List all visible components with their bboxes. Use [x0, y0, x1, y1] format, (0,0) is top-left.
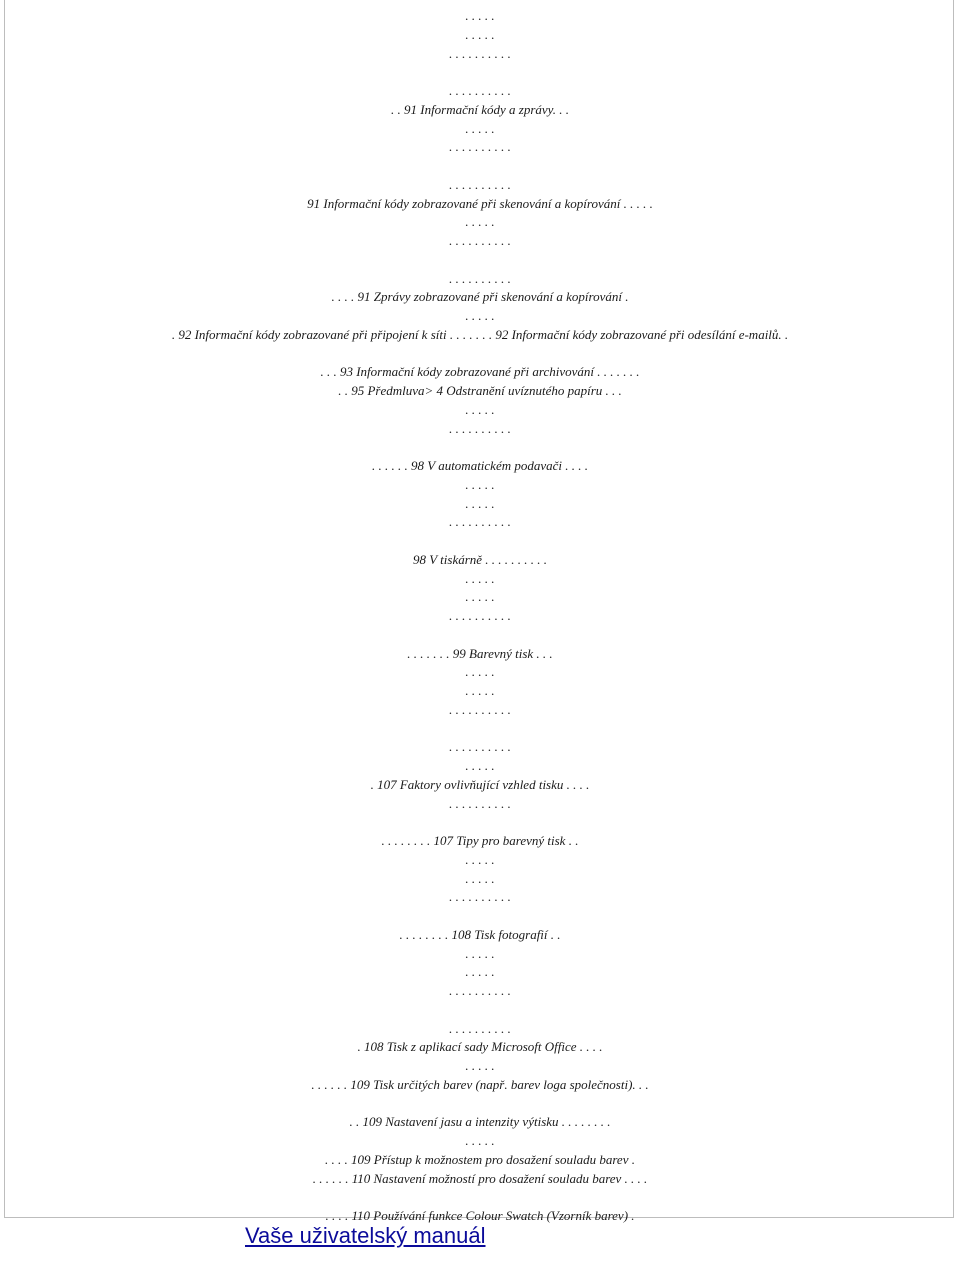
toc-line: . . . . . . . . . . [449, 270, 511, 286]
toc-line: . . . . . [465, 945, 495, 961]
toc-line: . . . . 91 Zprávy zobrazované při skenování a kopírování . [331, 289, 629, 305]
toc-line: . . . . 109 Přístup k možnostem pro dosažení souladu barev . [325, 1151, 635, 1167]
toc-line: . . . . . [465, 758, 495, 773]
toc-line: . . . . . . . . 107 Tipy pro barevný tisk . . [381, 833, 579, 848]
toc-line: . . . . . [465, 401, 495, 417]
toc-line: . 107 Faktory ovlivňující vzhled tisku . . . . [370, 776, 590, 792]
toc-line: . . . . . . . . . . [449, 83, 511, 98]
toc-line: . . . . . . . . . . [449, 139, 511, 155]
toc-line: . . . . . . . . . . [449, 739, 511, 755]
toc-line: . . . . . [465, 683, 495, 698]
toc-line: . . . . . [465, 214, 495, 230]
toc-line: . . . . . [465, 495, 495, 511]
toc-line: . 108 Tisk z aplikací sady Microsoft Office . . . . [357, 1039, 603, 1055]
toc-line: . . . . . . . . . . [449, 889, 511, 905]
toc-line: . . . . . . . 99 Barevný tisk . . . [407, 645, 553, 661]
toc-line: . . 95 Předmluva> 4 Odstranění uvíznutého papíru . . . [338, 383, 622, 398]
toc-line: . . . . . . . . . . [449, 1020, 511, 1036]
toc-line: . . . . . [465, 26, 495, 42]
toc-line: . . . . . . . . . . [449, 795, 511, 811]
toc-line: . . . 93 Informační kódy zobrazované při archivování . . . . . . . [320, 364, 640, 380]
toc-line: . . 109 Nastavení jasu a intenzity výtisku . . . . . . . . [349, 1114, 611, 1130]
toc-line: . . . . . [465, 589, 495, 605]
toc-line: . . . . . [465, 870, 495, 886]
toc-line: . . . . . [465, 8, 495, 23]
toc-line: . . 91 Informační kódy a zprávy. . . [390, 101, 569, 117]
toc-line: . . . . 110 Používání funkce Colour Swatch (Vzorník barev) . [325, 1208, 635, 1223]
toc-line: . . . . . . . . . . [449, 608, 511, 623]
toc-line: . . . . . [465, 308, 495, 323]
toc-line: . . . . . . . . . . [449, 983, 511, 998]
toc-line: . . . . . [465, 851, 495, 867]
toc-line: . 92 Informační kódy zobrazované při připojení k síti . . . . . . . 92 Informační kódy zobrazované při odesílání e-mailů. . [171, 326, 789, 342]
toc-line: . . . . . [465, 120, 495, 136]
toc-line: . . . . . . 109 Tisk určitých barev (např. barev loga společnosti). . . [311, 1076, 649, 1092]
toc-line: . . . . . [465, 476, 495, 492]
toc-line: . . . . . . . . . . [449, 176, 511, 192]
user-manual-link[interactable]: Vaše uživatelský manuál [245, 1223, 486, 1248]
toc-line: . . . . . . . . . . [449, 420, 511, 436]
toc-line: . . . . . . 110 Nastavení možností pro dosažení souladu barev . . . . [312, 1170, 648, 1186]
toc-line: . . . . . [465, 664, 495, 680]
toc-line: . . . . . [465, 1133, 495, 1148]
toc-line: 98 V tiskárně . . . . . . . . . . [412, 551, 548, 567]
toc-line: . . . . . . 98 V automatickém podavači . . . . [371, 458, 589, 473]
toc-line: . . . . . [465, 964, 495, 980]
toc-line: . . . . . [465, 1058, 495, 1073]
toc-line: . . . . . . . . . . [449, 233, 511, 248]
toc-line: . . . . . [465, 570, 495, 586]
toc-line: 91 Informační kódy zobrazované při skenování a kopírování . . . . . [307, 195, 653, 211]
toc-line: . . . . . . . . . . [449, 701, 511, 717]
toc-line: . . . . . . . . . . [449, 45, 511, 61]
toc-line: . . . . . . . . 108 Tisk fotografií . . [399, 926, 561, 942]
toc-line: . . . . . . . . . . [449, 514, 511, 530]
